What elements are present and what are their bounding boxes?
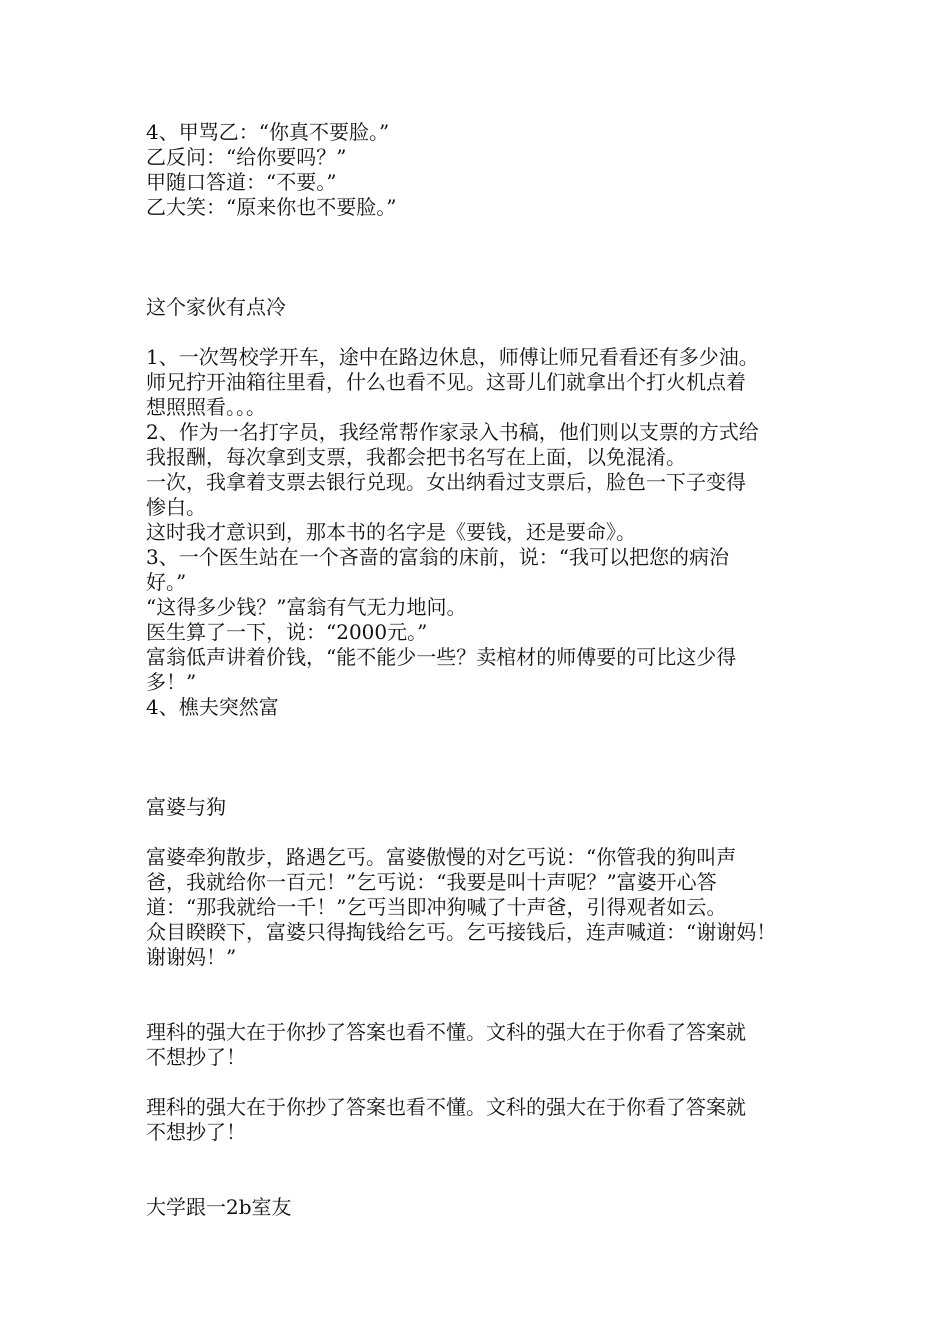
spacer bbox=[146, 720, 826, 795]
joke-block-1 bbox=[146, 120, 826, 220]
text-line: 医生算了一下，说：“2000元。” bbox=[146, 620, 428, 644]
text-line: 理科的强大在于你抄了答案也看不懂。文科的强大在于你看了答案就 bbox=[146, 1020, 746, 1044]
spacer bbox=[146, 220, 826, 295]
spacer bbox=[146, 320, 826, 345]
text-line: 爸，我就给你一百元！”乞丐说：“我要是叫十声呢？”富婆开心答 bbox=[146, 870, 717, 894]
spacer bbox=[146, 970, 826, 1020]
section-title: 富婆与狗 bbox=[146, 795, 226, 819]
text-line: “这得多少钱？”富翁有气无力地问。 bbox=[146, 595, 467, 619]
text-line: 不想抄了！ bbox=[146, 1045, 246, 1069]
text-line: 众目睽睽下，富婆只得掏钱给乞丐。乞丐接钱后，连声喊道：“谢谢妈！ bbox=[146, 920, 777, 944]
text-line: 道：“那我就给一千！”乞丐当即冲狗喊了十声爸，引得观者如云。 bbox=[146, 895, 727, 919]
text-line: 我报酬，每次拿到支票，我都会把书名写在上面，以免混淆。 bbox=[146, 445, 686, 469]
text-line: 富翁低声讲着价钱，“能不能少一些？卖棺材的师傅要的可比这少得 bbox=[146, 645, 737, 669]
text-line: 2、作为一名打字员，我经常帮作家录入书稿，他们则以支票的方式给 bbox=[146, 420, 759, 444]
text-line: 富婆牵狗散步，路遇乞丐。富婆傲慢的对乞丐说：“你管我的狗叫声 bbox=[146, 845, 737, 869]
document-page bbox=[146, 120, 826, 1220]
spacer bbox=[146, 1145, 826, 1195]
spacer bbox=[146, 1070, 826, 1095]
text-line: 4、甲骂乙：“你真不要脸。” bbox=[146, 120, 390, 144]
section-title: 这个家伙有点冷 bbox=[146, 295, 286, 319]
text-line: 3、一个医生站在一个吝啬的富翁的床前，说：“我可以把您的病治 bbox=[146, 545, 729, 569]
text-line: 一次，我拿着支票去银行兑现。女出纳看过支票后，脸色一下子变得 bbox=[146, 470, 746, 494]
section-science-arts bbox=[146, 1020, 826, 1145]
text-line: 甲随口答道：“不要。” bbox=[146, 170, 337, 194]
text-line: 理科的强大在于你抄了答案也看不懂。文科的强大在于你看了答案就 bbox=[146, 1095, 746, 1119]
text-line: 师兄拧开油箱往里看，什么也看不见。这哥儿们就拿出个打火机点着 bbox=[146, 370, 746, 394]
section-title: 大学跟一2b室友 bbox=[146, 1195, 292, 1219]
section-roommate bbox=[146, 1195, 826, 1220]
section-rich-woman-dog bbox=[146, 795, 826, 970]
text-line: 乙反问：“给你要吗？” bbox=[146, 145, 347, 169]
text-line: 想照照看。。。 bbox=[146, 395, 266, 419]
text-line: 不想抄了！ bbox=[146, 1120, 246, 1144]
text-line: 乙大笑：“原来你也不要脸。” bbox=[146, 195, 397, 219]
text-line: 这时我才意识到，那本书的名字是《要钱，还是要命》。 bbox=[146, 520, 636, 544]
text-line: 4、樵夫突然富 bbox=[146, 695, 279, 719]
section-cold-jokes bbox=[146, 295, 826, 720]
text-line: 惨白。 bbox=[146, 495, 206, 519]
spacer bbox=[146, 820, 826, 845]
text-line: 多！” bbox=[146, 670, 197, 694]
text-line: 1、一次驾校学开车，途中在路边休息，师傅让师兄看看还有多少油。 bbox=[146, 345, 759, 369]
text-line: 谢谢妈！” bbox=[146, 945, 237, 969]
text-line: 好。” bbox=[146, 570, 187, 594]
